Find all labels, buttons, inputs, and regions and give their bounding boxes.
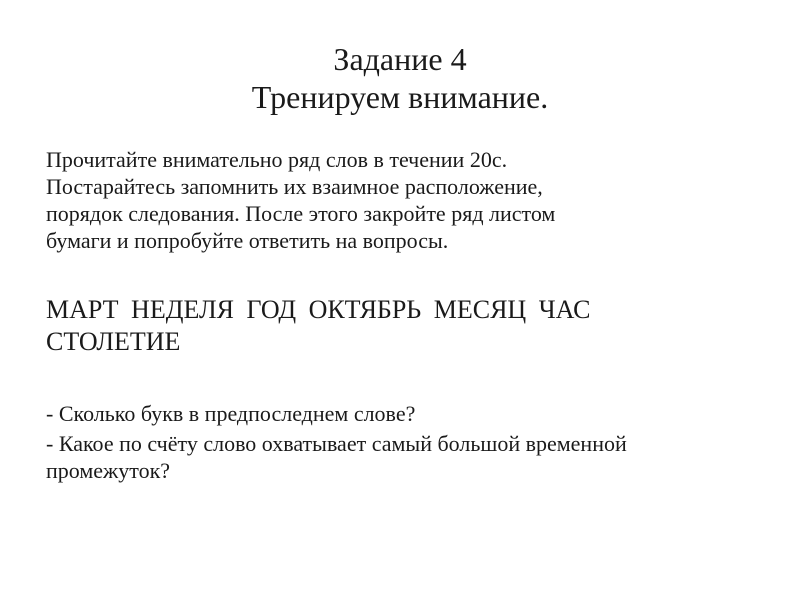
instruction-line: Прочитайте внимательно ряд слов в течении 20с. [46,147,508,172]
question-line: - Какое по счёту слово охватывает самый большой временной [46,431,627,456]
instruction-paragraph [46,146,766,254]
question-line: - Сколько букв в предпоследнем слове? [46,401,416,426]
instruction-line: порядок следования. После этого закройте ряд листом [46,201,556,226]
instruction-line: Постарайтесь запомнить их взаимное расположение, [46,174,543,199]
question-item [46,400,766,427]
question-line: промежуток? [46,458,171,483]
questions-list [46,400,766,484]
question-item [46,430,766,484]
instruction-line: бумаги и попробуйте ответить на вопросы. [46,228,449,253]
slide-body [46,146,766,487]
word-row [46,294,766,358]
word-row-line: МАРТ НЕДЕЛЯ ГОД ОКТЯБРЬ МЕСЯЦ ЧАС [46,295,591,324]
title-line-task-number: Задание 4 [333,41,467,77]
slide-title [0,40,800,116]
word-row-line: СТОЛЕТИЕ [46,327,181,356]
title-line-subtitle: Тренируем внимание. [251,79,549,115]
